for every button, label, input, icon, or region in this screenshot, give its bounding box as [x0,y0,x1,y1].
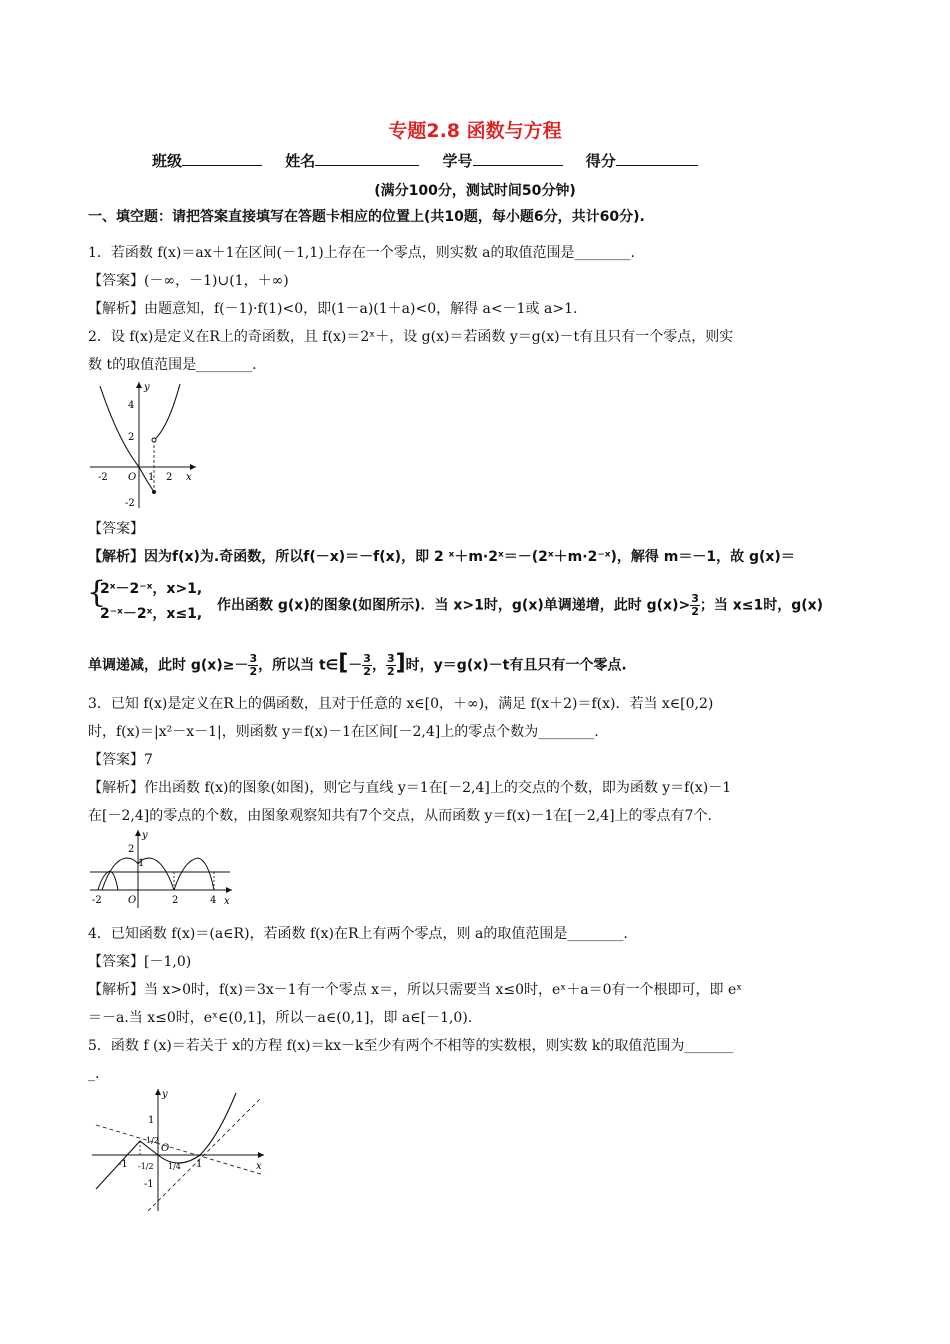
name-blank[interactable] [315,151,419,166]
q2-analysis-line3: 单调递减，此时 g(x)≥－ $\frac{3}{2}$，所以当 t∈[－ $\frac{3}{2}$， $\frac{3}{2}$]时，y＝g(x)－t有且只有一个零点. [88,650,627,678]
q2-interval-minus: － [348,657,363,674]
q2-frac-b [248,653,258,678]
q2-tick-1: 1 [148,472,155,483]
q2-x-arrow [190,464,196,470]
q3-graph [88,828,236,910]
q2-question-line2: 数 t的取值范围是________. [88,357,257,373]
q1-question: 1．若函数 f(x)＝ax＋1在区间(－1,1)上存在一个零点，则实数 a的取值范围是________. [88,245,635,261]
q5-x-label: x [256,1161,262,1172]
q2-frac-a [690,593,700,618]
q2-tick-neg2-x: -2 [98,472,108,483]
q3-question-line2: 时，f(x)＝|x²－x－1|，则函数 y＝f(x)－1在区间[－2,4]上的零点个数为________. [88,724,599,740]
score-label: 得分 [585,152,616,170]
q5-tick-neg1-y: -1 [144,1179,154,1190]
q5-function-curve [96,1093,236,1189]
q2-analysis-line1: 【解析】因为f(x)为.奇函数，所以f(－x)＝－f(x)，即 2 ˣ＋m·2ˣ＝－(2ˣ＋m·2⁻ˣ)，解得 m＝－1，故 g(x)＝ [88,549,795,565]
q4-question: 4．已知函数 f(x)＝(a∈R)，若函数 f(x)在R上有两个零点，则 a的取值范围是________. [88,926,628,942]
q3-analysis-line1: 【解析】作出函数 f(x)的图象(如图)，则它与直线 y＝1在[－2,4]上的交点的个数，即为函数 y＝f(x)－1 [88,780,732,796]
q3-curve-seg3 [174,858,214,890]
q3-tick-4: 4 [210,895,217,906]
q2-case2: 2⁻ˣ－2ˣ，x≤1, [100,606,203,622]
q2-analysis-line3a: 单调递减，此时 g(x)≥－ [88,657,249,674]
q5-origin: O [161,1143,170,1154]
q1-answer: 【答案】(－∞，－1)∪(1，＋∞) [88,273,289,289]
q5-tick-1-x: 1 [196,1159,203,1170]
q3-analysis-line2: 在[－2,4]的零点的个数，由图象观察知共有7个交点，从而函数 y＝f(x)－1在[－2,4]上的零点有7个. [88,808,712,824]
q2-tick-2x: 2 [166,472,173,483]
q2-graph [88,380,200,512]
q5-question-line1: 5．函数 f (x)＝若关于 x的方程 f(x)＝kx－k至少有两个不相等的实数根，则实数 k的取值范围为_______ [88,1038,734,1054]
q5-tick-quarter-x: 1/4 [168,1162,181,1171]
q5-tick-half-y: 1/2 [146,1136,159,1145]
class-label: 班级 [152,152,183,170]
q5-graph [88,1085,268,1215]
q5-tick-neghalf-x: -1/2 [138,1162,154,1171]
page-title: 专题2.8 函数与方程 [388,120,562,142]
q2-closed-point [152,490,156,494]
q2-origin: O [128,472,137,483]
student-info-fields [152,150,716,171]
q3-tick-2: 2 [128,844,135,855]
q2-frac-a-den: 2 [691,605,699,618]
q2-frac-d-num: 3 [386,652,395,665]
q3-tick-2x: 2 [172,895,179,906]
q2-x-label: x [186,472,192,483]
q2-curve-left [100,386,154,492]
q2-tick-2: 2 [128,432,135,443]
q2-analysis-line3c: 时，y＝g(x)－t有且只有一个零点. [405,657,627,674]
q2-frac-c-num: 3 [363,652,371,665]
q2-y-arrow [136,382,142,388]
q3-tick-1: 1 [138,858,145,869]
q2-frac-b-num: 3 [249,652,258,665]
section-heading: 一、填空题：请把答案直接填写在答题卡相应的位置上(共10题，每小题6分，共计60分). [88,209,645,225]
q2-open-point [152,438,156,442]
q3-answer: 【答案】7 [88,752,153,768]
q1-analysis: 【解析】由题意知，f(－1)·f(1)<0，即(1－a)(1＋a)<0，解得 a<－1或 a>1. [88,301,578,317]
q5-x-arrow [258,1152,264,1158]
q2-question-line1: 2．设 f(x)是定义在R上的奇函数，且 f(x)＝2ˣ＋，设 g(x)＝若函数 y＝g(x)－t有且只有一个零点，则实 [88,329,734,345]
q4-analysis-line1: 【解析】当 x>0时，f(x)＝3x－1有一个零点 x＝，所以只需要当 x≤0时，eˣ＋a＝0有一个根即可，即 eˣ [88,982,743,998]
q2-analysis-line2a: 作出函数 g(x)的图象(如图所示)．当 x>1时，g(x)单调递增，此时 g(x)> [217,597,691,614]
q5-question-line2: _. [88,1066,100,1082]
q2-analysis-line2b: ；当 x≤1时，g(x) [699,597,824,614]
q3-y-label: y [142,830,148,841]
q3-origin: O [128,895,137,906]
q2-tick-4: 4 [128,400,135,411]
q2-frac-c [362,653,372,678]
q3-y-arrow [135,830,141,836]
name-label: 姓名 [285,152,316,170]
q2-curve-right [154,384,180,440]
q2-analysis-line2 [217,593,823,618]
q5-tick-neg1-x: -1 [118,1159,128,1170]
q2-answer: 【答案】 [88,521,144,537]
q2-brace: { [87,575,107,610]
q2-frac-d-den: 2 [386,665,395,678]
q2-case1: 2ˣ－2⁻ˣ，x>1, [100,581,203,597]
class-blank[interactable] [182,151,262,166]
q3-question-line1: 3．已知 f(x)是定义在R上的偶函数，且对于任意的 x∈[0，＋∞)，满足 f(x＋2)＝f(x)．若当 x∈[0,2) [88,696,714,712]
q2-y-label: y [144,382,150,393]
q2-frac-c-den: 2 [363,665,371,678]
number-label: 学号 [442,152,473,170]
q2-interval-sep: ， [371,657,386,674]
q3-x-label: x [224,896,230,907]
q3-tick-neg2: -2 [92,895,102,906]
exam-note: (满分100分，测试时间50分钟) [374,183,576,199]
q5-tick-1-y: 1 [148,1115,155,1126]
q2-analysis-line3b: ，所以当 t∈ [258,657,339,674]
q5-y-label: y [162,1089,168,1100]
q2-frac-d [386,653,396,678]
q5-y-arrow [155,1089,161,1095]
q3-x-arrow [226,887,232,893]
q4-answer: 【答案】[－1,0) [88,954,192,970]
q2-frac-a-num: 3 [691,592,699,605]
q4-analysis-line2: ＝－a.当 x≤0时，eˣ∈(0,1]，所以－a∈(0,1]，即 a∈[－1,0). [88,1010,473,1026]
q2-frac-b-den: 2 [249,665,258,678]
number-blank[interactable] [473,151,563,166]
score-blank[interactable] [616,151,698,166]
q2-tick-neg2-y: -2 [125,498,135,509]
